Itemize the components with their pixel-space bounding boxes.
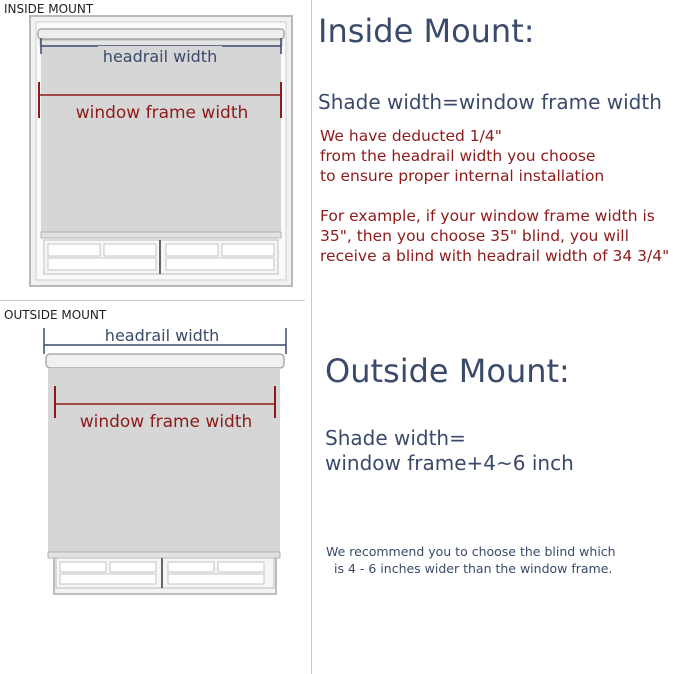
recommendation-line: is 4 - 6 inches wider than the window frame. bbox=[334, 561, 613, 576]
shade-fabric bbox=[41, 46, 281, 232]
outside-mount-heading: Outside Mount: bbox=[325, 352, 570, 390]
headrail bbox=[46, 354, 284, 368]
window-pane bbox=[110, 562, 156, 572]
recommendation-line: We recommend you to choose the blind which bbox=[326, 544, 616, 559]
inside-mount-illustration bbox=[0, 0, 305, 300]
inside-mount-corner-label: INSIDE MOUNT bbox=[4, 2, 94, 16]
headrail bbox=[38, 29, 284, 39]
window-pane bbox=[60, 562, 106, 572]
inside-shade-width-formula: Shade width=window frame width bbox=[318, 90, 662, 114]
window-pane bbox=[48, 258, 156, 270]
outside-mount-corner-label: OUTSIDE MOUNT bbox=[4, 308, 107, 322]
deduction-line: We have deducted 1/4" bbox=[320, 127, 502, 145]
window-pane bbox=[166, 258, 274, 270]
bottom-bar bbox=[48, 552, 280, 558]
vertical-divider bbox=[311, 0, 312, 674]
window-pane bbox=[218, 562, 264, 572]
window-frame-width-label: window frame width bbox=[79, 412, 253, 432]
inside-mount-heading: Inside Mount: bbox=[318, 12, 535, 50]
bottom-bar bbox=[41, 232, 281, 238]
deduction-note bbox=[320, 126, 670, 186]
headrail-width-label: headrail width bbox=[104, 326, 220, 345]
outside-shade-width-line2: window frame+4~6 inch bbox=[325, 451, 574, 475]
deduction-line: from the headrail width you choose bbox=[320, 147, 596, 165]
window-pane bbox=[222, 244, 274, 256]
deduction-line: to ensure proper internal installation bbox=[320, 167, 605, 185]
example-note: For example, if your window frame width is 35", then you choose 35" blind, you will receive a blind with headrail width of 34 3/4" bbox=[320, 207, 670, 265]
headrail-cassette bbox=[40, 40, 282, 46]
window-pane bbox=[60, 574, 156, 584]
window-frame-width-label: window frame width bbox=[75, 103, 249, 123]
recommendation-note bbox=[326, 543, 666, 577]
headrail-width-label: headrail width bbox=[102, 47, 218, 66]
window-pane bbox=[104, 244, 156, 256]
window-pane bbox=[48, 244, 100, 256]
window-pane bbox=[168, 574, 264, 584]
window-pane bbox=[166, 244, 218, 256]
shade-fabric bbox=[48, 368, 280, 552]
outside-shade-width-line1: Shade width= bbox=[325, 426, 466, 450]
outside-mount-illustration bbox=[0, 300, 305, 674]
window-pane bbox=[168, 562, 214, 572]
